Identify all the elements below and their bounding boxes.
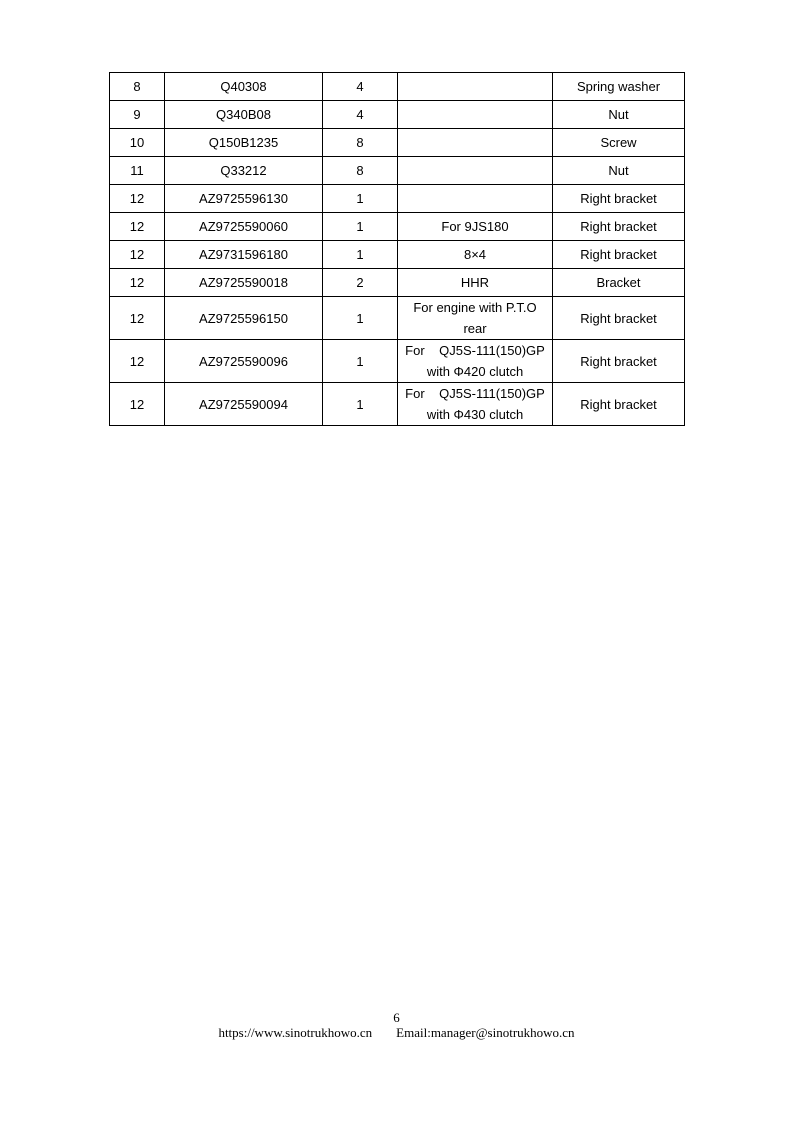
item-number-cell: 12 <box>110 213 165 241</box>
part-number-cell: AZ9725596150 <box>165 297 323 340</box>
remark-cell: 8×4 <box>398 241 553 269</box>
item-number-cell: 12 <box>110 241 165 269</box>
part-name-cell: Right bracket <box>553 383 685 426</box>
item-number-cell: 11 <box>110 157 165 185</box>
part-name-cell: Nut <box>553 157 685 185</box>
quantity-cell: 2 <box>323 269 398 297</box>
table-row <box>110 241 685 269</box>
table-row <box>110 157 685 185</box>
website-link[interactable]: https://www.sinotrukhowo.cn <box>218 1025 373 1040</box>
remark-cell <box>398 157 553 185</box>
quantity-cell: 1 <box>323 241 398 269</box>
table-row <box>110 297 685 340</box>
remark-line: For engine with P.T.O <box>413 300 537 315</box>
quantity-cell: 4 <box>323 73 398 101</box>
quantity-cell: 1 <box>323 383 398 426</box>
table-row <box>110 340 685 383</box>
remark-cell <box>398 297 553 340</box>
remark-line: For QJ5S-111(150)GP <box>405 386 545 401</box>
remark-cell <box>398 129 553 157</box>
item-number-cell: 10 <box>110 129 165 157</box>
part-number-cell: AZ9725590094 <box>165 383 323 426</box>
table-row <box>110 269 685 297</box>
quantity-cell: 8 <box>323 129 398 157</box>
part-name-cell: Right bracket <box>553 185 685 213</box>
footer-links <box>0 1025 793 1041</box>
quantity-cell: 1 <box>323 297 398 340</box>
table-row <box>110 73 685 101</box>
part-number-cell: AZ9725590060 <box>165 213 323 241</box>
email-link[interactable]: Email:manager@sinotrukhowo.cn <box>396 1025 575 1040</box>
table-row <box>110 129 685 157</box>
remark-cell <box>398 185 553 213</box>
part-name-cell: Screw <box>553 129 685 157</box>
part-number-cell: Q33212 <box>165 157 323 185</box>
part-name-cell: Right bracket <box>553 213 685 241</box>
part-name-cell: Nut <box>553 101 685 129</box>
remark-cell <box>398 101 553 129</box>
item-number-cell: 8 <box>110 73 165 101</box>
quantity-cell: 4 <box>323 101 398 129</box>
item-number-cell: 9 <box>110 101 165 129</box>
remark-line: rear <box>463 321 487 336</box>
part-number-cell: AZ9731596180 <box>165 241 323 269</box>
parts-table-body <box>110 73 685 426</box>
item-number-cell: 12 <box>110 340 165 383</box>
part-name-cell: Right bracket <box>553 241 685 269</box>
parts-table <box>109 72 685 426</box>
quantity-cell: 8 <box>323 157 398 185</box>
part-number-cell: AZ9725590096 <box>165 340 323 383</box>
table-row <box>110 213 685 241</box>
remark-cell: For 9JS180 <box>398 213 553 241</box>
part-number-cell: Q40308 <box>165 73 323 101</box>
item-number-cell: 12 <box>110 269 165 297</box>
part-name-cell: Spring washer <box>553 73 685 101</box>
item-number-cell: 12 <box>110 383 165 426</box>
remark-cell <box>398 383 553 426</box>
quantity-cell: 1 <box>323 340 398 383</box>
part-number-cell: AZ9725596130 <box>165 185 323 213</box>
quantity-cell: 1 <box>323 213 398 241</box>
remark-line: with Φ420 clutch <box>426 364 524 379</box>
table-row <box>110 101 685 129</box>
table-row <box>110 383 685 426</box>
remark-cell <box>398 340 553 383</box>
table-row <box>110 185 685 213</box>
part-number-cell: Q340B08 <box>165 101 323 129</box>
part-name-cell: Right bracket <box>553 297 685 340</box>
item-number-cell: 12 <box>110 297 165 340</box>
remark-line: with Φ430 clutch <box>426 407 524 422</box>
quantity-cell: 1 <box>323 185 398 213</box>
part-number-cell: AZ9725590018 <box>165 269 323 297</box>
item-number-cell: 12 <box>110 185 165 213</box>
part-name-cell: Bracket <box>553 269 685 297</box>
remark-cell <box>398 73 553 101</box>
part-name-cell: Right bracket <box>553 340 685 383</box>
remark-cell: HHR <box>398 269 553 297</box>
remark-line: For QJ5S-111(150)GP <box>405 343 545 358</box>
part-number-cell: Q150B1235 <box>165 129 323 157</box>
page-number: 6 <box>393 1010 400 1025</box>
